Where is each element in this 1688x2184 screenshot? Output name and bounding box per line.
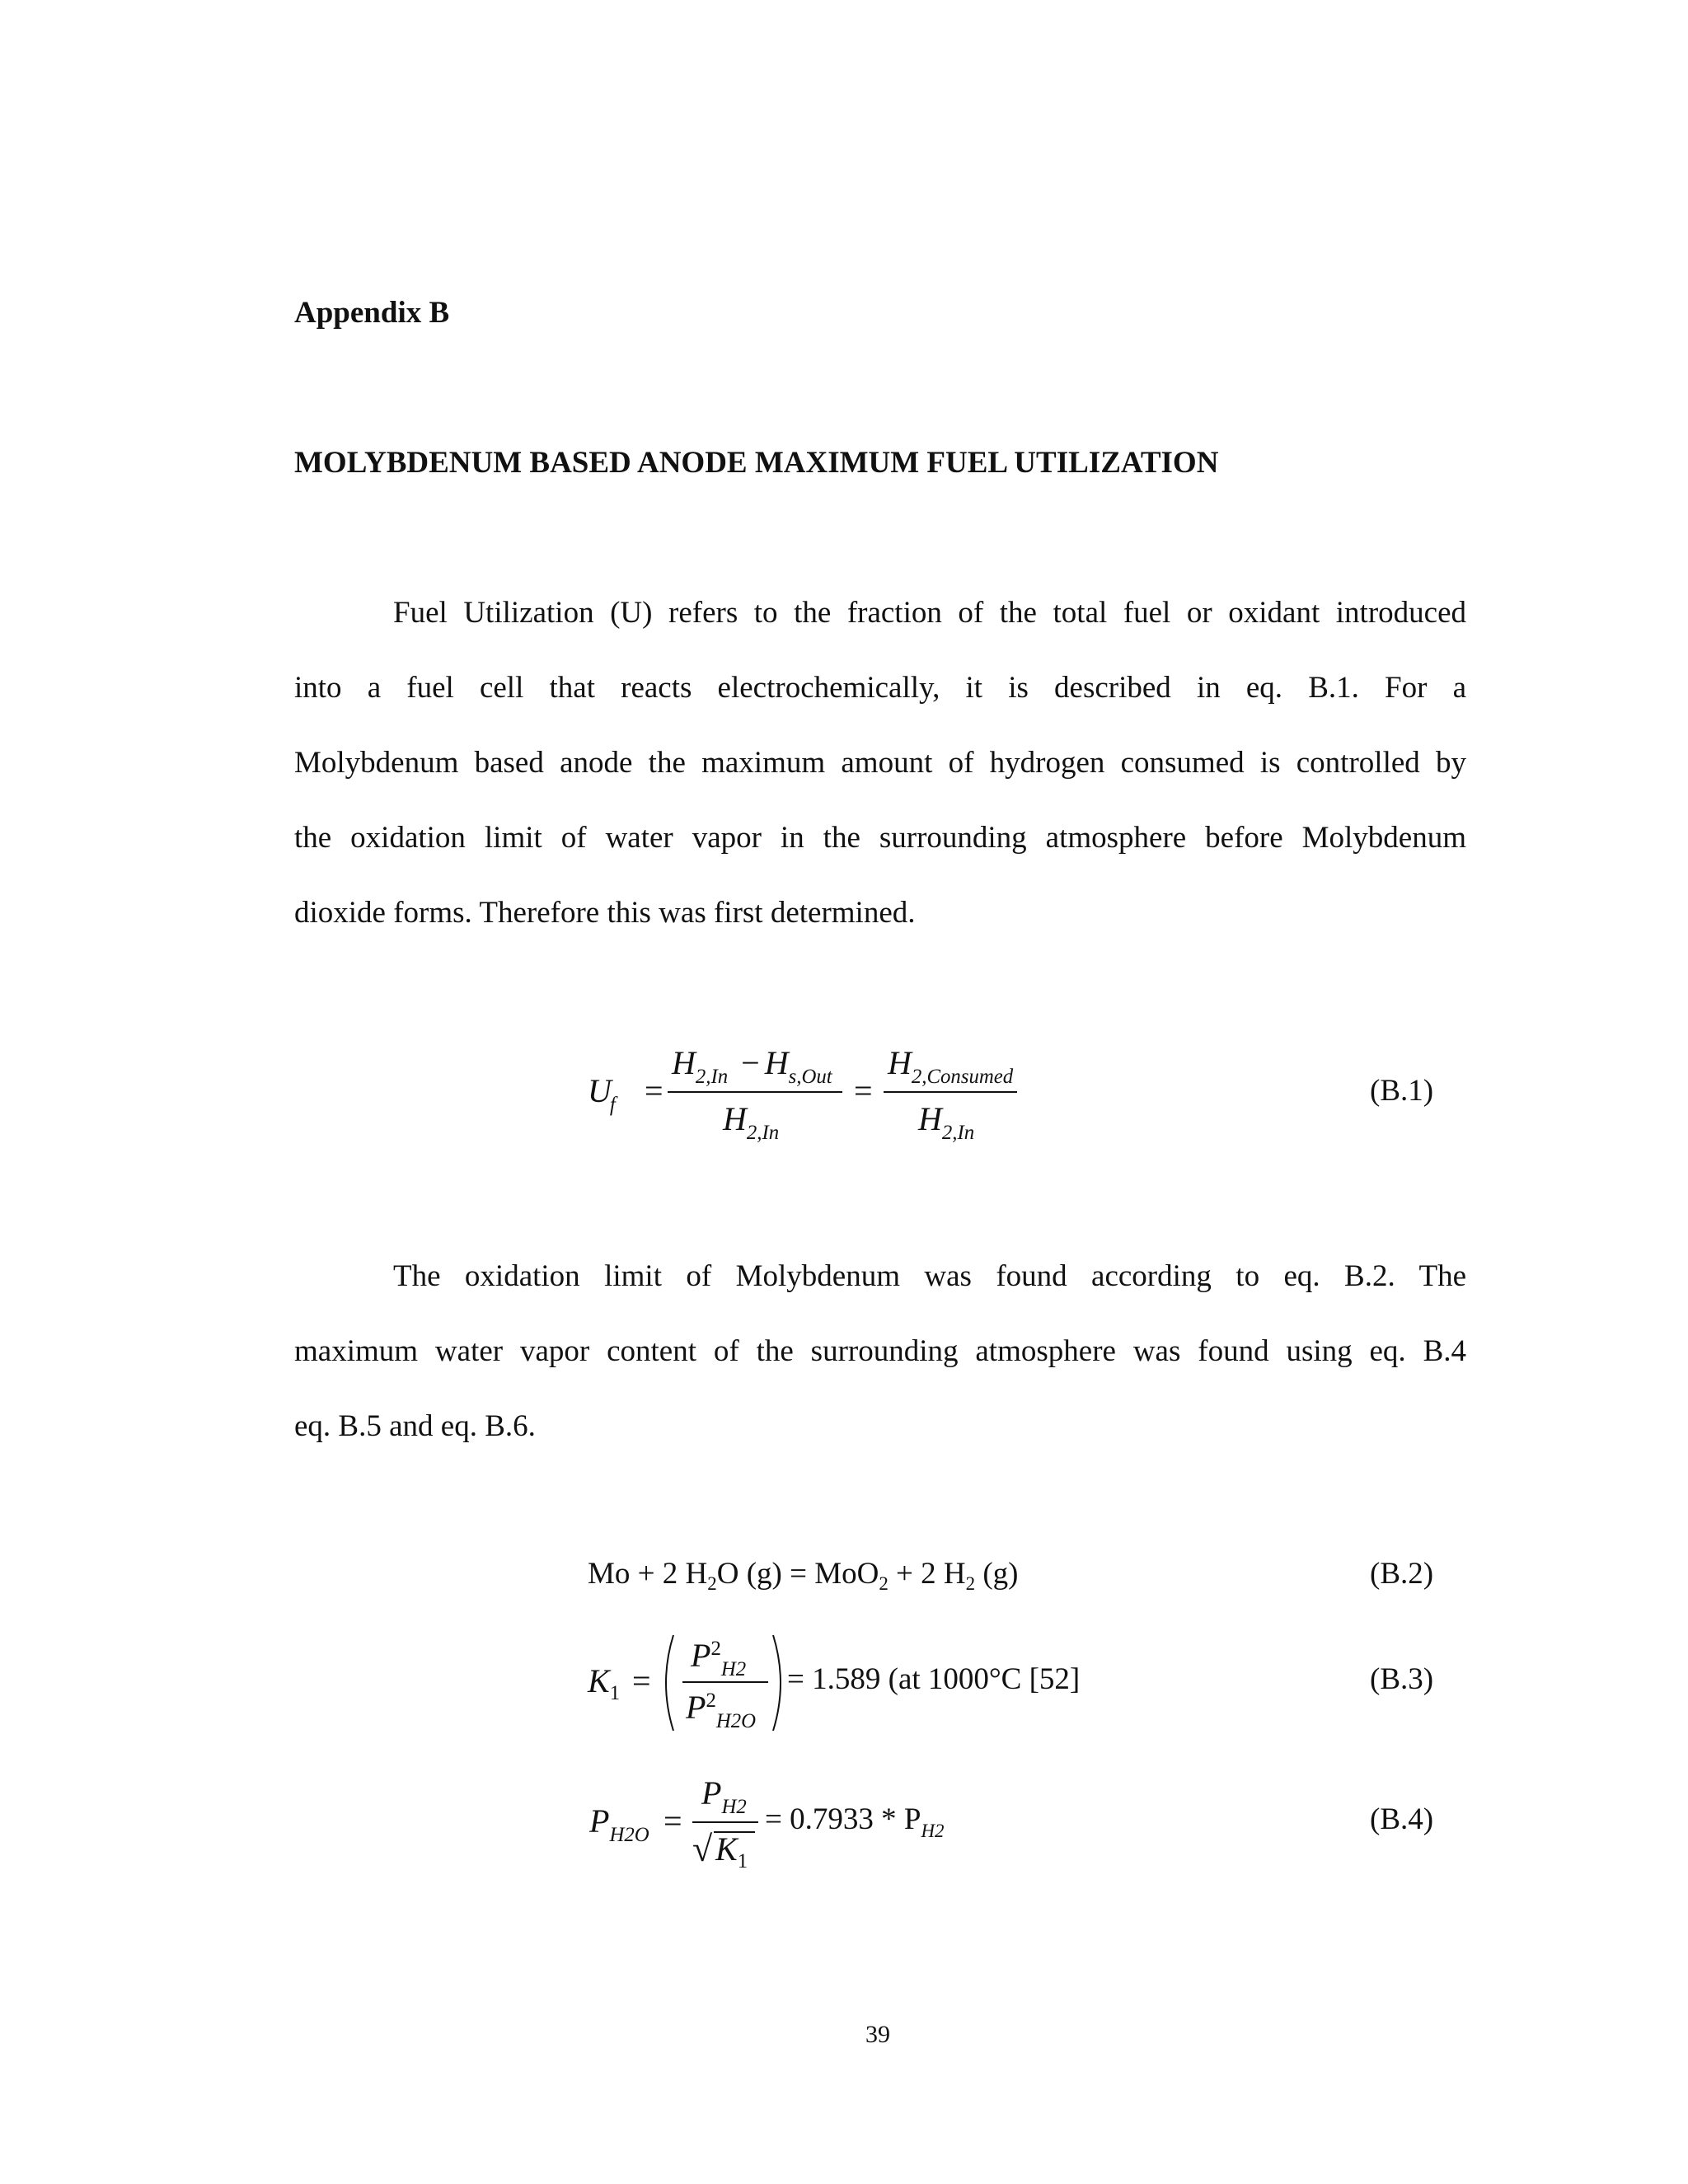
eq-b1-fraction-bar-1 bbox=[668, 1091, 842, 1093]
paragraph-line: The oxidation limit of Molybdenum was found according to eq. B.2. The bbox=[393, 1259, 1466, 1293]
eq-b3-lhs: $K_1$ bbox=[588, 1662, 621, 1704]
paragraph-line: into a fuel cell that reacts electrochemically, it is described in eq. B.1. For a bbox=[294, 671, 1466, 705]
eq-b1-denominator-2: $H_{2,In}$ bbox=[918, 1100, 975, 1145]
eq-b3-label: (B.3) bbox=[1370, 1662, 1434, 1696]
eq-b4-radical: √ bbox=[692, 1829, 713, 1869]
paragraph-2 bbox=[294, 1239, 1466, 1464]
eq-b2-label: (B.2) bbox=[1370, 1557, 1434, 1591]
eq-b1-equals: = bbox=[645, 1072, 663, 1109]
eq-b4-label: (B.4) bbox=[1370, 1802, 1434, 1836]
eq-b3-numerator: $P^2_{H2}$ bbox=[691, 1637, 747, 1681]
eq-b1-lhs: $U_f$ bbox=[588, 1072, 616, 1117]
section-title: MOLYBDENUM BASED ANODE MAXIMUM FUEL UTILIZATION bbox=[294, 446, 1219, 480]
paragraph-line: the oxidation limit of water vapor in the surrounding atmosphere before Molybdenum bbox=[294, 821, 1466, 855]
paragraph-line: Molybdenum based anode the maximum amount of hydrogen consumed is controlled by bbox=[294, 746, 1466, 780]
eq-b4-denominator: $K_1$ bbox=[715, 1830, 748, 1872]
page-number: 39 bbox=[865, 2021, 890, 2048]
eq-b1-numerator-2: $H_{2,Consumed}$ bbox=[888, 1044, 1014, 1089]
eq-b4-equals: = bbox=[663, 1802, 682, 1840]
eq-b3-left-paren bbox=[655, 1633, 677, 1732]
eq-b4-fraction-bar bbox=[692, 1821, 758, 1823]
eq-b4-lhs: $P_{H2O}$ bbox=[589, 1802, 649, 1847]
eq-b1-denominator-1: $H_{2,In}$ bbox=[723, 1100, 780, 1145]
paragraph-1 bbox=[294, 575, 1466, 950]
paragraph-line: maximum water vapor content of the surrounding atmosphere was found using eq. B.4 bbox=[294, 1334, 1466, 1368]
paragraph-line: dioxide forms. Therefore this was first determined. bbox=[294, 896, 916, 930]
eq-b1-equals-2: = bbox=[854, 1072, 873, 1109]
eq-b4-numerator: $P_{H2}$ bbox=[701, 1774, 747, 1819]
eq-b2-expression: Mo + 2 $H_2O$ (g) = MoO$_2$ + 2 $H_2$ (g) bbox=[588, 1557, 1019, 1595]
eq-b3-equals: = bbox=[632, 1662, 651, 1699]
appendix-label: Appendix B bbox=[294, 296, 450, 330]
eq-b4-rhs: = $0.7933 * P_{H2}$ bbox=[765, 1802, 945, 1842]
eq-b3-fraction-bar bbox=[682, 1681, 768, 1683]
eq-b1-numerator-1: $H_{2,In} - H_{s,Out}$ bbox=[672, 1044, 832, 1089]
eq-b1-fraction-bar-2 bbox=[884, 1091, 1017, 1093]
eq-b3-denominator: $P^2_{H2O}$ bbox=[686, 1689, 757, 1733]
paragraph-line: Fuel Utilization (U) refers to the fraction of the total fuel or oxidant introduced bbox=[393, 596, 1466, 630]
eq-b1-label: (B.1) bbox=[1370, 1074, 1434, 1108]
paragraph-line: eq. B.5 and eq. B.6. bbox=[294, 1409, 536, 1443]
eq-b3-rhs: = 1.589 (at 1000°C [52] bbox=[787, 1662, 1081, 1696]
